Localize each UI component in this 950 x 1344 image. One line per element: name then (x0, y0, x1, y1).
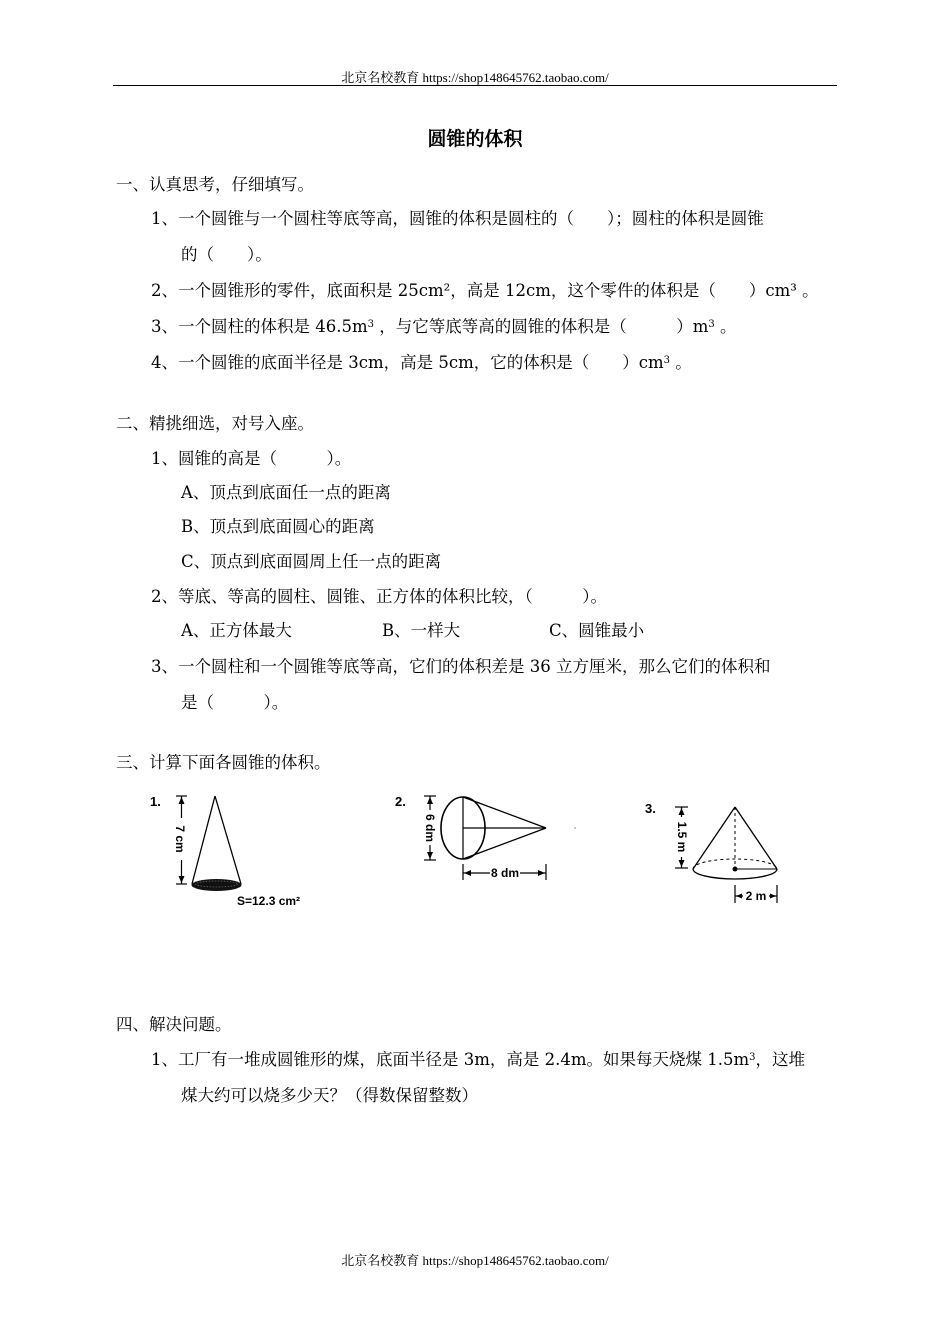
s4-question-1 (151, 1049, 805, 1071)
fig3-number: 3. (645, 801, 656, 816)
s1-q3-pre: 3、一个圆柱的体积是 46.5m (151, 317, 368, 336)
s1-question-1: 1、一个圆锥与一个圆柱等底等高，圆锥的体积是圆柱的（ ）；圆柱的体积是圆锥 (151, 209, 764, 228)
fig2-diameter-label: 6 dm (423, 813, 437, 843)
fig2-arrow-left (464, 870, 471, 876)
s2-question-1: 1、圆锥的高是（ ）。 (151, 449, 352, 468)
fig3-cone-right-edge (735, 807, 777, 869)
figure-1-cone (145, 788, 325, 918)
fig3-arrow-down (679, 860, 685, 867)
fig1-height-label: 7 cm (173, 825, 187, 853)
s1-q3-sup2: 3 (708, 319, 715, 330)
fig2-number: 2. (395, 794, 406, 809)
fig2-speck (574, 827, 576, 829)
s2-question-2: 2、等底、等高的圆柱、圆锥、正方体的体积比较，（ ）。 (151, 587, 607, 606)
s1-q4-pre: 4、一个圆锥的底面半径是 3cm，高是 5cm，它的体积是（ ）cm (151, 353, 664, 372)
s1-q4-sup: 3 (663, 355, 671, 366)
s1-q3-post: ，与它等底等高的圆锥的体积是（ ）m (374, 317, 709, 336)
s2-q1-option-a: A、顶点到底面任一点的距离 (181, 483, 391, 502)
s1-q4-end: 。 (670, 353, 692, 372)
s2-q1-option-b: B、顶点到底面圆心的距离 (181, 517, 375, 536)
fig2-arrow-right (538, 870, 545, 876)
figure-2-cone (390, 788, 590, 898)
s2-q2-option-a: A、正方体最大 (181, 621, 292, 640)
s1-question-1-cont: 的（ ）。 (181, 245, 272, 264)
fig2-length-label: 8 dm (490, 866, 520, 880)
fig1-cone-left-edge (192, 796, 215, 884)
s4-q1-pre: 1、工厂有一堆成圆锥形的煤，底面半径是 3m，高是 2.4m。如果每天烧煤 1.5m (151, 1050, 750, 1069)
s1-question-4 (151, 352, 692, 374)
fig3-radius-label: 2 m (745, 889, 767, 903)
fig2-cone-top-edge (463, 797, 546, 828)
fig2-arrow-up (427, 797, 433, 804)
page-title: 圆锥的体积 (427, 128, 523, 150)
section3-heading: 三、计算下面各圆锥的体积。 (116, 753, 331, 772)
section4-heading: 四、解决问题。 (116, 1015, 232, 1034)
fig3-center-dot (733, 867, 738, 872)
s2-question-3-cont: 是（ ）。 (181, 693, 289, 712)
page-footer: 北京名校教育 https://shop148645762.taobao.com/ (341, 1253, 609, 1268)
fig3-height-label: 1.5 m (675, 821, 689, 853)
fig3-arrow-left (736, 894, 742, 899)
header-rule (113, 85, 837, 86)
s1-q3-end: 。 (714, 317, 737, 336)
fig1-cone-right-edge (215, 796, 241, 884)
section1-heading: 一、认真思考，仔细填写。 (116, 175, 314, 194)
s4-q1-sup: 3 (749, 1052, 756, 1063)
figure-3-cone (640, 795, 800, 910)
fig1-number: 1. (150, 794, 161, 809)
fig2-arrow-down (427, 852, 433, 859)
section2-heading: 二、精挑细选，对号入座。 (116, 414, 314, 433)
s2-q1-option-c: C、顶点到底面圆周上任一点的距离 (181, 552, 442, 571)
fig1-arrow-up (179, 797, 185, 804)
fig3-arrow-right (770, 894, 776, 899)
fig1-arrow-down (179, 876, 185, 883)
s2-question-3: 3、一个圆柱和一个圆锥等底等高，它们的体积差是 36 立方厘米，那么它们的体积和 (151, 657, 771, 676)
s1-question-3 (151, 316, 737, 338)
s1-q3-sup: 3 (367, 319, 375, 330)
s4-question-1-cont: 煤大约可以烧多少天？（得数保留整数） (181, 1086, 478, 1105)
s2-q2-option-c: C、圆锥最小 (549, 621, 645, 640)
fig3-cone-left-edge (693, 807, 735, 869)
s4-q1-post: ，这堆 (755, 1050, 806, 1069)
fig2-cone-bottom-edge (463, 828, 546, 859)
fig1-cone-base (192, 879, 242, 891)
page-header: 北京名校教育 https://shop148645762.taobao.com/ (341, 70, 609, 85)
fig1-area-label: S=12.3 cm² (237, 894, 301, 908)
fig3-arrow-up (679, 808, 685, 815)
s2-q2-option-b: B、一样大 (382, 621, 461, 640)
s1-question-2: 2、一个圆锥形的零件，底面积是 25cm²，高是 12cm，这个零件的体积是（ ）cm³ 。 (151, 281, 819, 300)
